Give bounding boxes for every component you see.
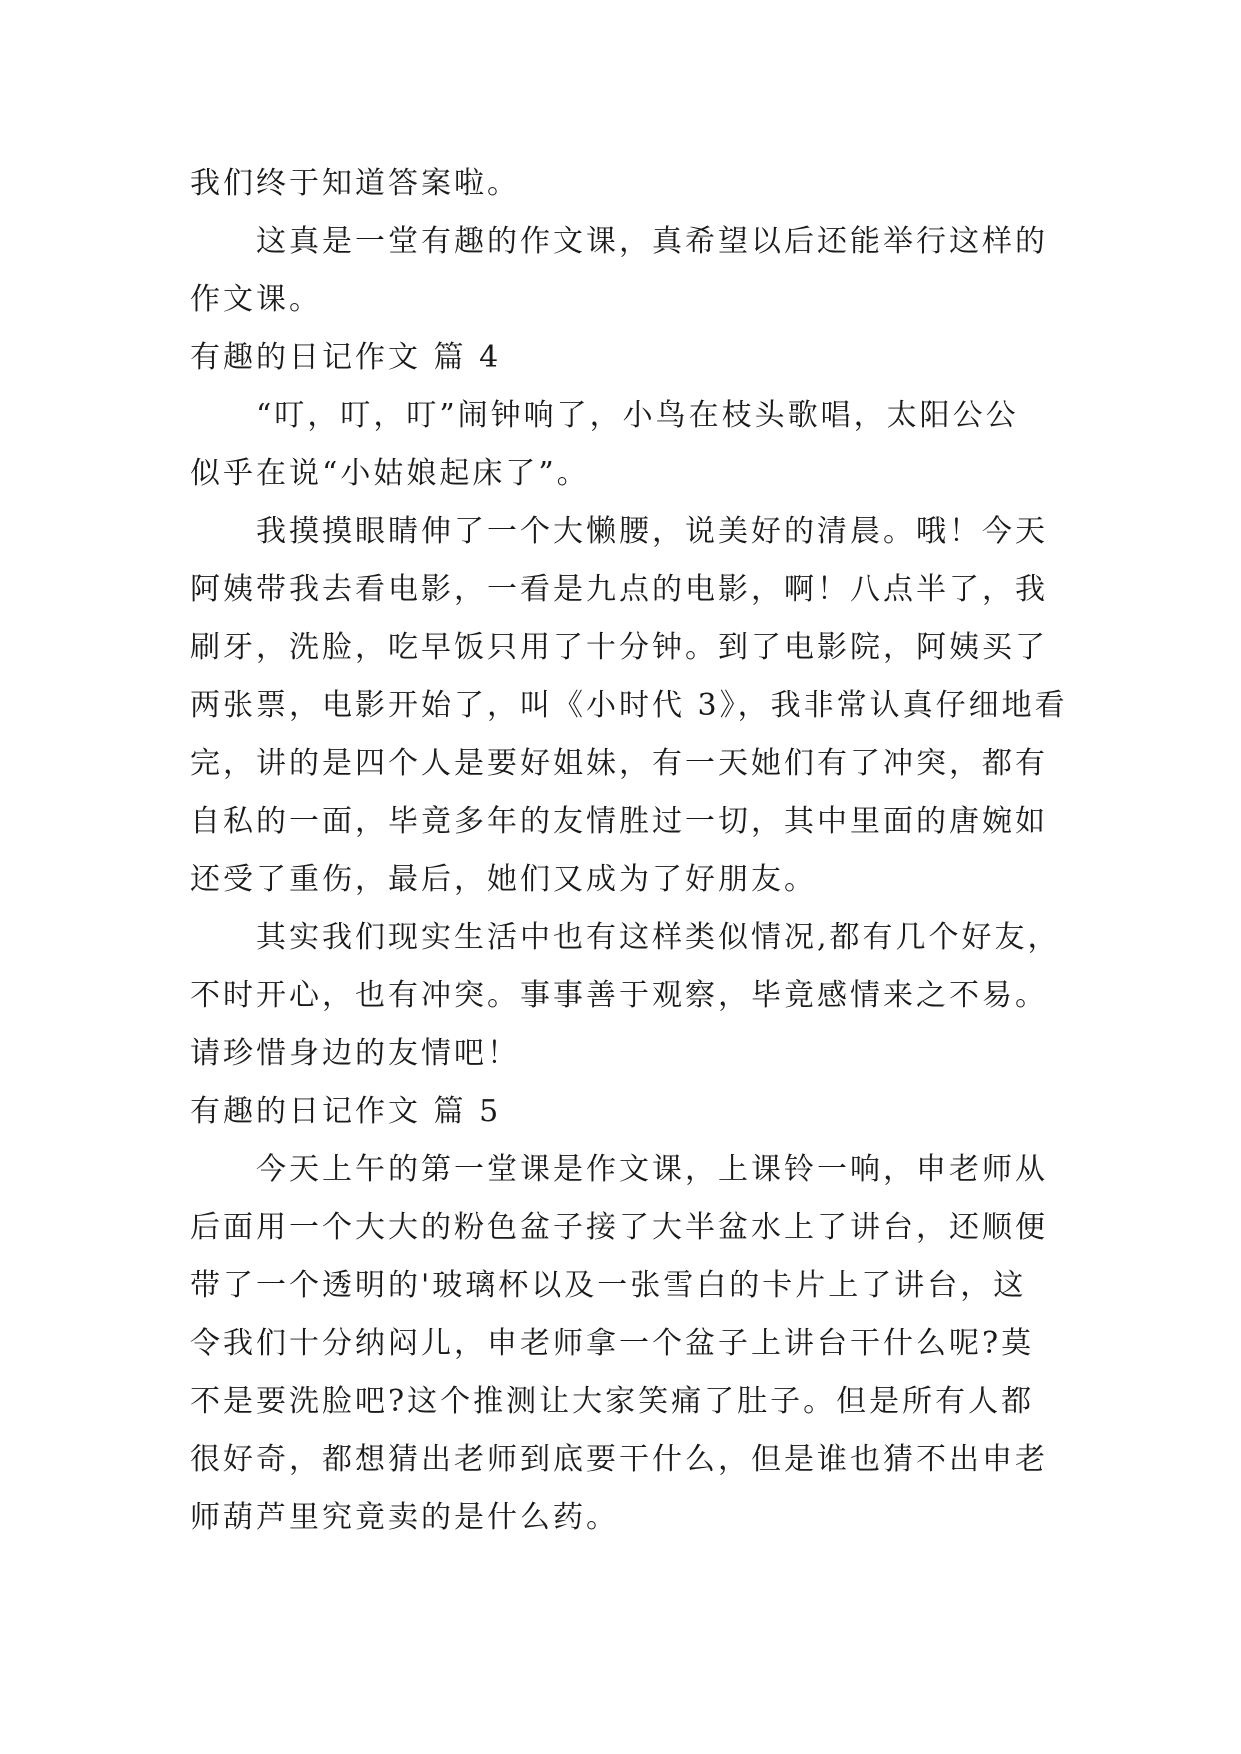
paragraph-friendship — [190, 909, 1070, 1083]
text-line: 带了一个透明的'玻璃杯以及一张雪白的卡片上了讲台，这 — [190, 1268, 1027, 1303]
text-line: 刷牙，洗脸，吃早饭只用了十分钟。到了电影院，阿姨买了 — [190, 630, 1048, 665]
text-line: 似乎在说“小姑娘起床了”。 — [190, 456, 590, 491]
text-line: 不是要洗脸吧?这个推测让大家笑痛了肚子。但是所有人都 — [190, 1384, 1035, 1419]
text-line: 完，讲的是四个人是要好姐妹，有一天她们有了冲突，都有 — [190, 746, 1048, 781]
text-line: 后面用一个大大的粉色盆子接了大半盆水上了讲台，还顺便 — [190, 1210, 1048, 1245]
paragraph-reflection — [190, 213, 1070, 329]
text-line: 我们终于知道答案啦。 — [190, 166, 520, 201]
text-line: 还受了重伤，最后，她们又成为了好朋友。 — [190, 862, 817, 897]
text-line: 自私的一面，毕竟多年的友情胜过一切，其中里面的唐婉如 — [190, 804, 1048, 839]
text-line: 不时开心，也有冲突。事事善于观察，毕竟感情来之不易。 — [190, 978, 1048, 1013]
section-heading-4: 有趣的日记作文 篇 4 — [190, 340, 502, 375]
paragraph-alarm — [190, 387, 1070, 503]
text-line: “叮，叮，叮”闹钟响了，小鸟在枝头歌唱，太阳公公 — [256, 398, 1019, 433]
paragraph-closing-line — [190, 155, 1070, 213]
paragraph-class — [190, 1141, 1070, 1547]
text-line: 其实我们现实生活中也有这样类似情况,都有几个好友， — [256, 920, 1061, 955]
text-line: 很好奇，都想猜出老师到底要干什么，但是谁也猜不出申老 — [190, 1442, 1048, 1477]
document-page — [190, 155, 1070, 1547]
text-line: 两张票，电影开始了，叫《小时代 3》，我非常认真仔细地看 — [190, 688, 1068, 723]
text-line: 师葫芦里究竟卖的是什么药。 — [190, 1500, 619, 1535]
text-line: 请珍惜身边的友情吧！ — [190, 1036, 520, 1071]
section-heading-5: 有趣的日记作文 篇 5 — [190, 1094, 502, 1129]
text-line: 我摸摸眼睛伸了一个大懒腰，说美好的清晨。哦！今天 — [256, 514, 1048, 549]
text-line: 阿姨带我去看电影，一看是九点的电影，啊！八点半了，我 — [190, 572, 1048, 607]
text-line: 令我们十分纳闷儿，申老师拿一个盆子上讲台干什么呢?莫 — [190, 1326, 1035, 1361]
text-line: 这真是一堂有趣的作文课，真希望以后还能举行这样的 — [256, 224, 1048, 259]
text-line: 作文课。 — [190, 282, 322, 317]
text-line: 今天上午的第一堂课是作文课，上课铃一响，申老师从 — [256, 1152, 1048, 1187]
paragraph-movie — [190, 503, 1070, 909]
